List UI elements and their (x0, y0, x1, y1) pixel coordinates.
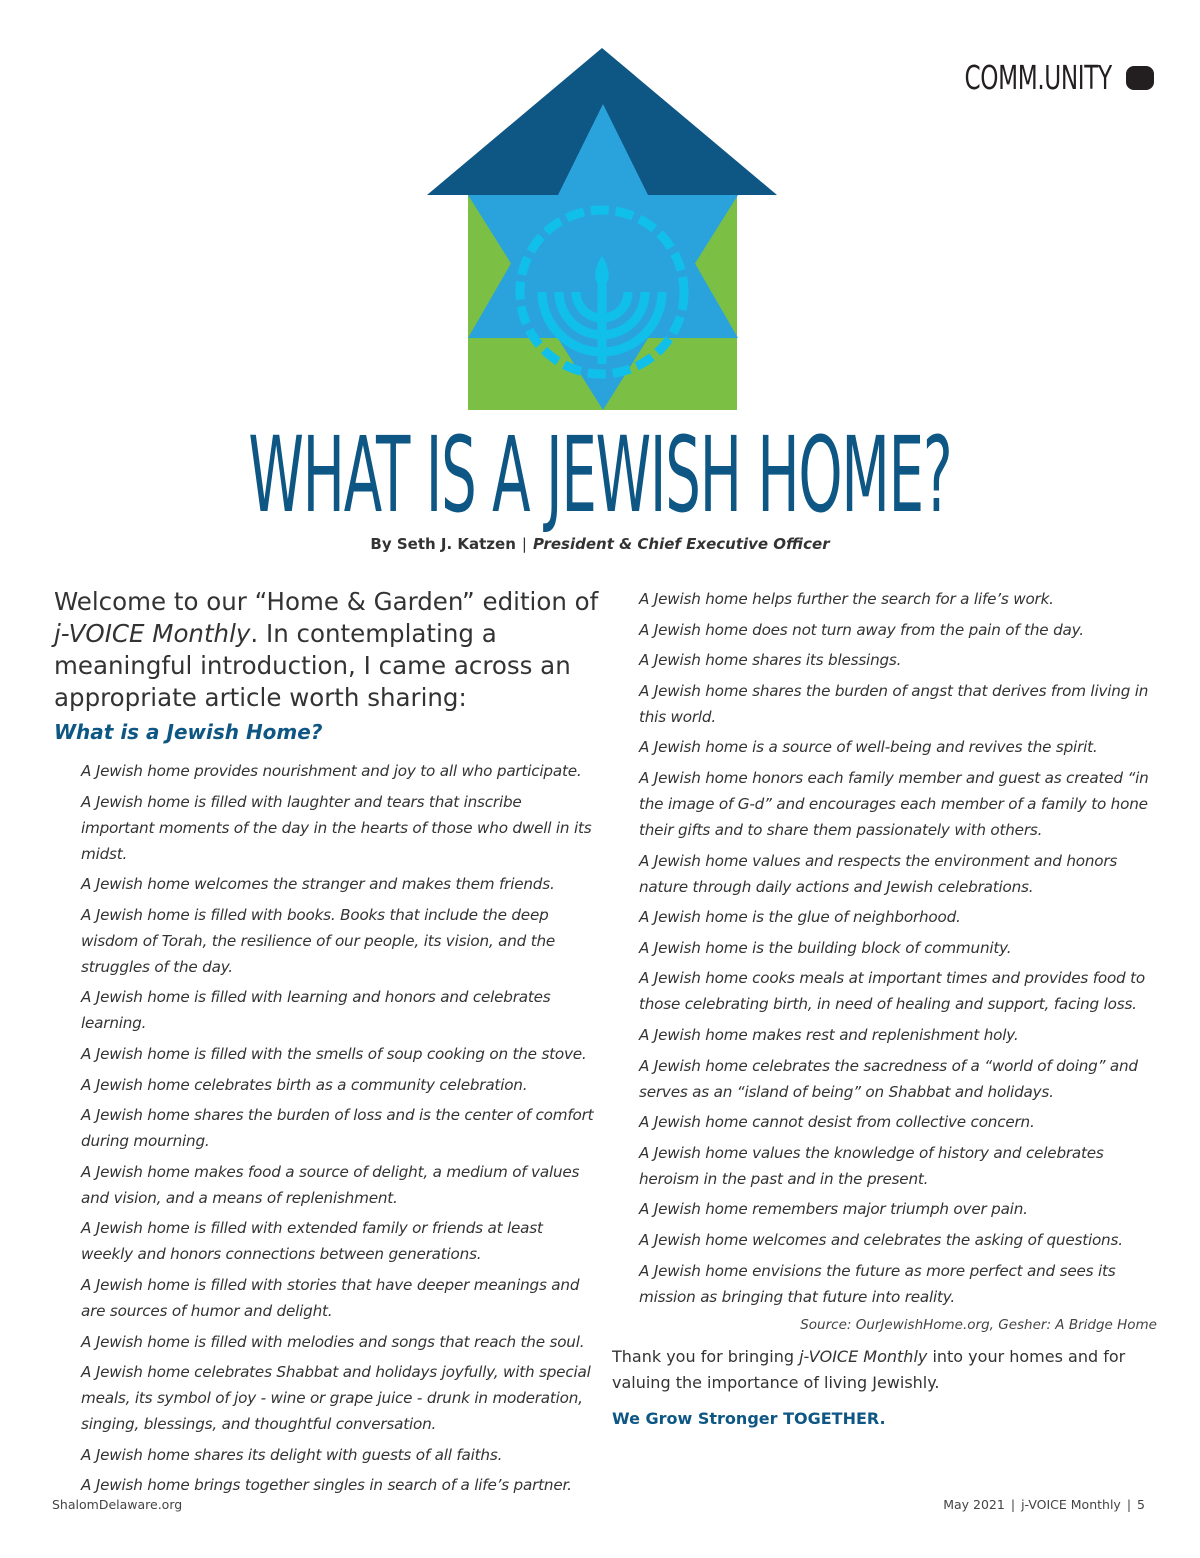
list-item: A Jewish home shares the burden of loss and is the center of comfort during mourning. (81, 1106, 594, 1151)
list-item: A Jewish home is filled with stories that have deeper meanings and are sources of humor and delight. (81, 1275, 580, 1320)
intro-publication: j-VOICE Monthly (54, 619, 251, 648)
intro-paragraph (54, 586, 599, 714)
list-item: A Jewish home does not turn away from the pain of the day. (639, 620, 1084, 639)
list-item: A Jewish home provides nourishment and joy to all who participate. (81, 762, 582, 780)
footer-separator: | (1126, 1497, 1132, 1512)
article-title-text: WHAT IS A JEWISH HOME? (248, 414, 952, 536)
footer-date: May 2021 (943, 1497, 1005, 1512)
footer-publication: j-VOICE Monthly (1021, 1497, 1121, 1512)
list-item: A Jewish home values and respects the environment and honors nature through daily actions and Jewish celebrations. (639, 851, 1118, 896)
thanks-text-2: into your homes and for valuing the importance of living Jewishly. (612, 1347, 1126, 1393)
list-item: A Jewish home is filled with melodies and songs that reach the soul. (81, 1332, 585, 1351)
section-label: COMM.UNITY (964, 58, 1112, 97)
footer-page-number: 5 (1137, 1497, 1145, 1512)
left-item-list (54, 758, 599, 1498)
list-item: A Jewish home shares its delight with guests of all faiths. (81, 1445, 503, 1464)
source-citation: Source: OurJewishHome.org, Gesher: A Bridge Home (800, 1317, 1157, 1334)
byline (0, 535, 1200, 553)
list-item: A Jewish home shares the burden of angst that derives from living in this world. (639, 681, 1149, 726)
list-item: A Jewish home envisions the future as more perfect and sees its mission as bringing that future into reality. (639, 1261, 1116, 1306)
list-item: A Jewish home values the knowledge of history and celebrates heroism in the past and in the present. (639, 1143, 1104, 1188)
section-tag (923, 58, 1154, 97)
closing-tagline: We Grow Stronger TOGETHER. (612, 1409, 886, 1429)
footer-website: ShalomDelaware.org (52, 1497, 183, 1512)
list-item: A Jewish home makes rest and replenishment holy. (639, 1025, 1019, 1044)
list-item: A Jewish home welcomes and celebrates the asking of questions. (639, 1230, 1123, 1249)
byline-author: By Seth J. Katzen (370, 535, 516, 553)
list-item: A Jewish home cooks meals at important times and provides food to those celebrating birth, in need of healing and support, facing loss. (639, 969, 1145, 1014)
list-item: A Jewish home is filled with books. Books that include the deep wisdom of Torah, the resilience of our people, its vision, and the struggles of the day. (81, 905, 556, 976)
thanks-paragraph (612, 1344, 1157, 1396)
list-item: A Jewish home brings together singles in search of a life’s partner. (81, 1476, 572, 1495)
list-item: A Jewish home is filled with extended family or friends at least weekly and honors connections between generations. (81, 1219, 543, 1264)
list-item: A Jewish home is the building block of community. (639, 938, 1012, 957)
article-title (0, 414, 1200, 536)
footer-issue-info (943, 1497, 1145, 1512)
list-item: A Jewish home makes food a source of delight, a medium of values and vision, and a means of replenishment. (81, 1162, 580, 1207)
subheading: What is a Jewish Home? (54, 720, 323, 744)
list-item: A Jewish home honors each family member and guest as created “in the image of G-d” and encourages each member of a family to hone their gifts and to share them passionately with others. (639, 768, 1149, 839)
list-item: A Jewish home shares its blessings. (639, 651, 902, 670)
list-item: A Jewish home helps further the search for a life’s work. (639, 590, 1054, 608)
list-item: A Jewish home cannot desist from collective concern. (639, 1113, 1035, 1132)
byline-separator: | (521, 535, 527, 553)
intro-text-1: Welcome to our “Home & Garden” edition of (54, 587, 599, 616)
list-item: A Jewish home is filled with learning and honors and celebrates learning. (81, 988, 551, 1033)
list-item: A Jewish home celebrates Shabbat and holidays joyfully, with special meals, its symbol of joy - wine or grape juice - drunk in moderation, singing, blessings, and thoughtful conversation. (81, 1363, 591, 1434)
list-item: A Jewish home celebrates birth as a community celebration. (81, 1075, 528, 1094)
list-item: A Jewish home welcomes the stranger and makes them friends. (81, 875, 555, 894)
right-column (612, 586, 1157, 1432)
left-column (54, 586, 599, 1503)
thanks-text-1: Thank you for bringing (612, 1347, 800, 1367)
list-item: A Jewish home remembers major triumph over pain. (639, 1200, 1028, 1219)
list-item: A Jewish home is the glue of neighborhood. (639, 908, 961, 927)
list-item: A Jewish home celebrates the sacredness of a “world of doing” and serves as an “island of being” on Shabbat and holidays. (639, 1056, 1138, 1101)
intro-text-2: . In contemplating a meaningful introduction, I came across an appropriate article worth sharing: (54, 619, 571, 712)
list-item: A Jewish home is a source of well-being and revives the spirit. (639, 738, 1098, 757)
house-star-logo-icon (422, 46, 782, 412)
list-item: A Jewish home is filled with the smells of soup cooking on the stove. (81, 1044, 587, 1063)
section-marker-icon (1126, 66, 1154, 90)
byline-role: President & Chief Executive Officer (532, 535, 830, 553)
right-item-list (612, 586, 1157, 1310)
footer-separator: | (1010, 1497, 1016, 1512)
list-item: A Jewish home is filled with laughter and tears that inscribe important moments of the day in the hearts of those who dwell in its midst. (81, 792, 592, 863)
thanks-publication: j-VOICE Monthly (799, 1347, 928, 1367)
